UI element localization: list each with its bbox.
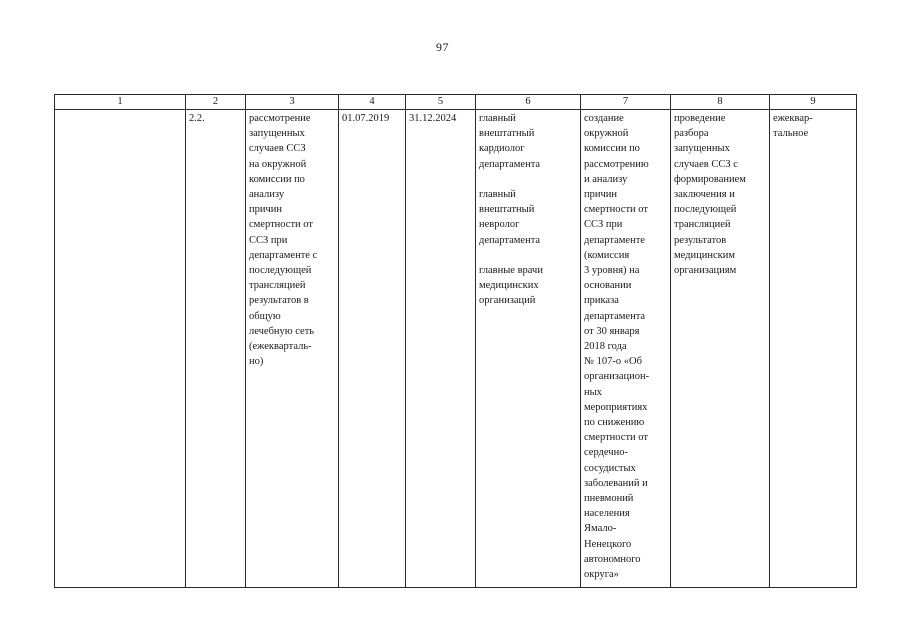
cell-text-line: главный xyxy=(479,113,516,124)
header-row xyxy=(55,95,857,110)
cell-text-line: автономного xyxy=(584,553,641,565)
cell-text-line: медицинских xyxy=(479,280,539,292)
cell-text-line: невролог xyxy=(479,219,520,231)
cell-text-line: но) xyxy=(249,356,264,368)
cell-indicator xyxy=(671,110,770,588)
cell-text-line: департамента xyxy=(479,158,541,170)
cell-text-line: ежеквар- xyxy=(773,113,813,124)
table-row xyxy=(55,110,857,588)
cell-text-line: по снижению xyxy=(584,417,645,429)
cell-text-line: приказа xyxy=(584,295,619,307)
cell-text-line: лечебную сеть xyxy=(249,325,315,337)
cell-text-line: последующей xyxy=(674,204,737,216)
cell-expected-result xyxy=(581,110,671,588)
cell-text-line: тальное xyxy=(773,128,809,140)
header-col-2: 2 xyxy=(186,95,246,110)
cell-text-line: департаменте с xyxy=(249,249,318,261)
cell-text-line: запущенных xyxy=(674,143,730,155)
cell-text-line: главный xyxy=(479,189,516,200)
cell-text-line: на окружной xyxy=(249,158,307,170)
cell-text-line: заболеваний и xyxy=(584,477,648,489)
cell-text-line: причин xyxy=(584,189,618,201)
cell-text-line: № 107-о «Об xyxy=(584,356,642,368)
cell-text-line: смертности от xyxy=(249,219,313,231)
cell-text-line: трансляцией xyxy=(674,219,731,231)
cell-text-line: разбора xyxy=(674,128,709,140)
page-number: 97 xyxy=(436,40,449,54)
cell-text-line: организацион- xyxy=(584,371,650,383)
cell-text-line: департамента xyxy=(584,310,646,322)
cell-text-line: окружной xyxy=(584,128,629,140)
cell-text-line: мероприятиях xyxy=(584,401,648,413)
cell-text-line: запущенных xyxy=(249,128,305,140)
cell-text-line: сосудистых xyxy=(584,462,636,474)
cell-text-line: и анализу xyxy=(584,173,628,185)
cell-text-line: случаев ССЗ с xyxy=(674,158,738,170)
cell-text-line: трансляцией xyxy=(249,280,306,292)
cell-frequency xyxy=(770,110,857,588)
cell-item-number: 2.2. xyxy=(186,110,246,588)
blank-line xyxy=(479,248,577,263)
cell-text-line: формированием xyxy=(674,173,746,185)
cell-text-line: организациям xyxy=(674,265,737,277)
cell-text-line: главные врачи xyxy=(479,265,543,276)
cell-text-line: результатов в xyxy=(249,295,309,307)
cell-end-date: 31.12.2024 xyxy=(406,110,476,588)
cell-text-line: медицинским xyxy=(674,249,736,261)
cell-text-line: последующей xyxy=(249,265,312,277)
cell-text-line: пневмоний xyxy=(584,493,634,505)
header-col-3: 3 xyxy=(246,95,339,110)
cell-text-line: создание xyxy=(584,113,624,124)
cell-responsible xyxy=(476,110,581,588)
cell-text-line: ССЗ при xyxy=(249,234,288,246)
header-col-1: 1 xyxy=(55,95,186,110)
cell-text-line: департамента xyxy=(479,234,541,246)
cell-text-line: Ненецкого xyxy=(584,538,632,550)
header-col-7: 7 xyxy=(581,95,671,110)
cell-text-line: причин xyxy=(249,204,283,216)
cell-text-line: организаций xyxy=(479,295,536,307)
cell-text-line: ССЗ при xyxy=(584,219,623,231)
cell-text-line: сердечно- xyxy=(584,447,628,459)
cell-text-line: общую xyxy=(249,310,281,322)
cell-text-line: внештатный xyxy=(479,204,535,216)
blank-line xyxy=(479,172,577,187)
cell-text-line: департаменте xyxy=(584,234,645,246)
cell-activity xyxy=(246,110,339,588)
header-col-4: 4 xyxy=(339,95,406,110)
cell-start-date: 01.07.2019 xyxy=(339,110,406,588)
header-col-5: 5 xyxy=(406,95,476,110)
cell-text-line: от 30 января xyxy=(584,325,640,337)
cell-text-line: Ямало- xyxy=(584,523,617,535)
cell-text-line: (ежекварталь- xyxy=(249,341,312,353)
cell-text-line: случаев ССЗ xyxy=(249,143,306,155)
cell-text-line: смертности от xyxy=(584,204,648,216)
cell-text-line: населения xyxy=(584,508,630,520)
cell-text-line: рассмотрение xyxy=(249,113,311,124)
cell-text-line: 3 уровня) на xyxy=(584,265,640,277)
cell-text-line: рассмотрению xyxy=(584,158,649,170)
cell-text-line: округа» xyxy=(584,569,619,581)
cell-text-line: проведение xyxy=(674,113,726,124)
header-col-9: 9 xyxy=(770,95,857,110)
cell-text-line: смертности от xyxy=(584,432,648,444)
cell-text-line: (комиссия xyxy=(584,249,630,261)
cell-text-line: 2018 года xyxy=(584,341,627,353)
cell-text-line: комиссии по xyxy=(584,143,640,155)
cell-text-line: кардиолог xyxy=(479,143,525,155)
plan-table xyxy=(54,94,857,588)
cell-text-line: внештатный xyxy=(479,128,535,140)
cell-text-line: результатов xyxy=(674,234,727,246)
header-col-6: 6 xyxy=(476,95,581,110)
cell-text-line: основании xyxy=(584,280,632,292)
cell-text-line: заключения и xyxy=(674,189,735,201)
cell-text-line: комиссии по xyxy=(249,173,305,185)
cell-empty xyxy=(55,110,186,588)
cell-text-line: ных xyxy=(584,386,602,398)
cell-text-line: анализу xyxy=(249,189,285,201)
header-col-8: 8 xyxy=(671,95,770,110)
